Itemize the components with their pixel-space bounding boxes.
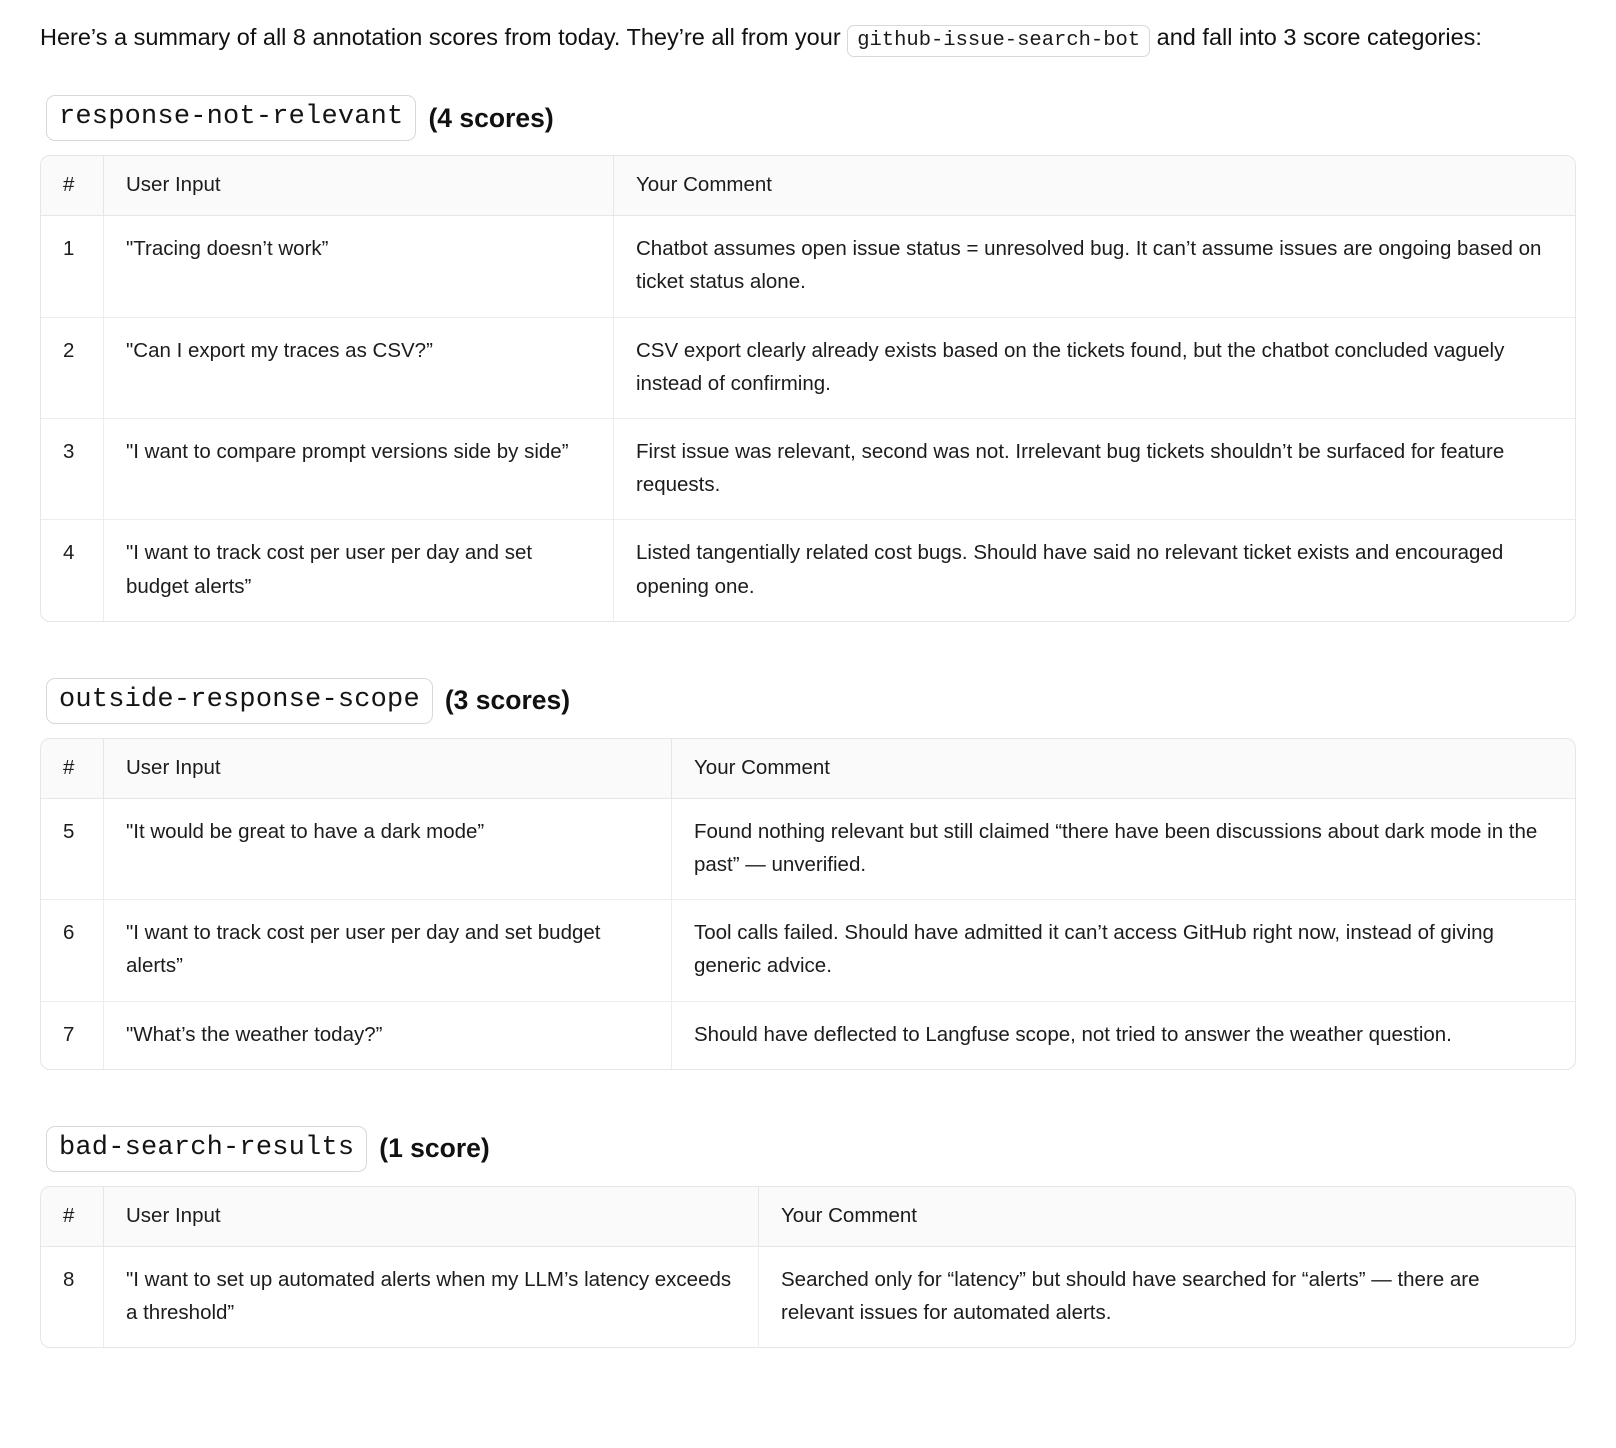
row-comment: CSV export clearly already exists based on the tickets found, but the chatbot concluded vaguely instead of confirming. [613,318,1575,419]
row-comment: Found nothing relevant but still claimed “there have been discussions about dark mode in the past” — unverified. [671,799,1575,900]
table-row [41,900,1575,1001]
column-header-num: # [41,156,103,216]
scores-table [40,1186,1576,1348]
column-header-comment: Your Comment [613,156,1575,216]
table-row [41,318,1575,419]
table-row [41,216,1575,317]
table-row [41,799,1575,900]
column-header-user-input: User Input [103,156,613,216]
bot-name-chip: github-issue-search-bot [847,25,1150,57]
table-row [41,1002,1575,1069]
score-section-response-not-relevant [40,95,1576,622]
row-number: 7 [63,1022,75,1046]
column-header-user-input: User Input [103,1187,758,1247]
table-row [41,419,1575,520]
score-count: (1 score) [379,1133,490,1164]
table-header-row [41,156,1575,216]
score-count: (3 scores) [444,685,571,716]
scores-table [40,738,1576,1070]
row-comment: Should have deflected to Langfuse scope, not tried to answer the weather question. [671,1002,1575,1069]
row-number: 1 [41,216,103,317]
row-number: 4 [63,541,75,565]
row-user-input: "I want to track cost per user per day and set budget alerts” [103,900,671,1001]
row-user-input: "I want to compare prompt versions side by side” [103,419,613,520]
score-tag: outside-response-scope [46,678,433,724]
row-comment: Tool calls failed. Should have admitted it can’t access GitHub right now, instead of giving generic advice. [671,900,1575,1001]
table-row [41,1247,1575,1347]
score-section-outside-response-scope [40,678,1576,1070]
intro-text-after: and fall into 3 score categories: [1156,24,1482,50]
section-heading [46,1126,1576,1172]
row-number: 6 [41,900,103,1001]
column-header-comment: Your Comment [671,739,1575,799]
row-comment: Listed tangentially related cost bugs. Should have said no relevant ticket exists and encouraged opening one. [613,520,1575,620]
table-header-row [41,1187,1575,1247]
row-number: 3 [41,419,103,520]
row-number: 5 [41,799,103,900]
row-comment: Chatbot assumes open issue status = unresolved bug. It can’t assume issues are ongoing based on ticket status alone. [613,216,1575,317]
section-heading [46,678,1576,724]
column-header-num: # [41,739,103,799]
row-user-input: "I want to set up automated alerts when my LLM’s latency exceeds a threshold” [103,1247,758,1347]
score-count: (4 scores) [428,102,554,133]
score-tag: bad-search-results [46,1126,367,1172]
row-user-input: "It would be great to have a dark mode” [103,799,671,900]
column-header-user-input: User Input [103,739,671,799]
row-comment: Searched only for “latency” but should have searched for “alerts” — there are relevant issues for automated alerts. [758,1247,1575,1347]
column-header-comment: Your Comment [758,1187,1575,1247]
score-tag: response-not-relevant [46,95,416,141]
row-user-input: "What’s the weather today?” [103,1002,671,1069]
section-heading [46,95,1576,141]
intro-text-before: Here’s a summary of all 8 annotation scores from today. They’re all from your [40,24,841,50]
row-user-input: "Can I export my traces as CSV?” [103,318,613,419]
row-user-input: "I want to track cost per user per day and set budget alerts” [103,520,613,620]
scores-table [40,155,1576,622]
row-number: 2 [41,318,103,419]
summary-intro [40,18,1570,57]
row-number: 8 [63,1267,75,1291]
score-section-bad-search-results [40,1126,1576,1348]
row-comment: First issue was relevant, second was not. Irrelevant bug tickets shouldn’t be surfaced for feature requests. [613,419,1575,520]
row-user-input: "Tracing doesn’t work” [103,216,613,317]
column-header-num: # [41,1187,103,1247]
table-header-row [41,739,1575,799]
table-row [41,520,1575,620]
